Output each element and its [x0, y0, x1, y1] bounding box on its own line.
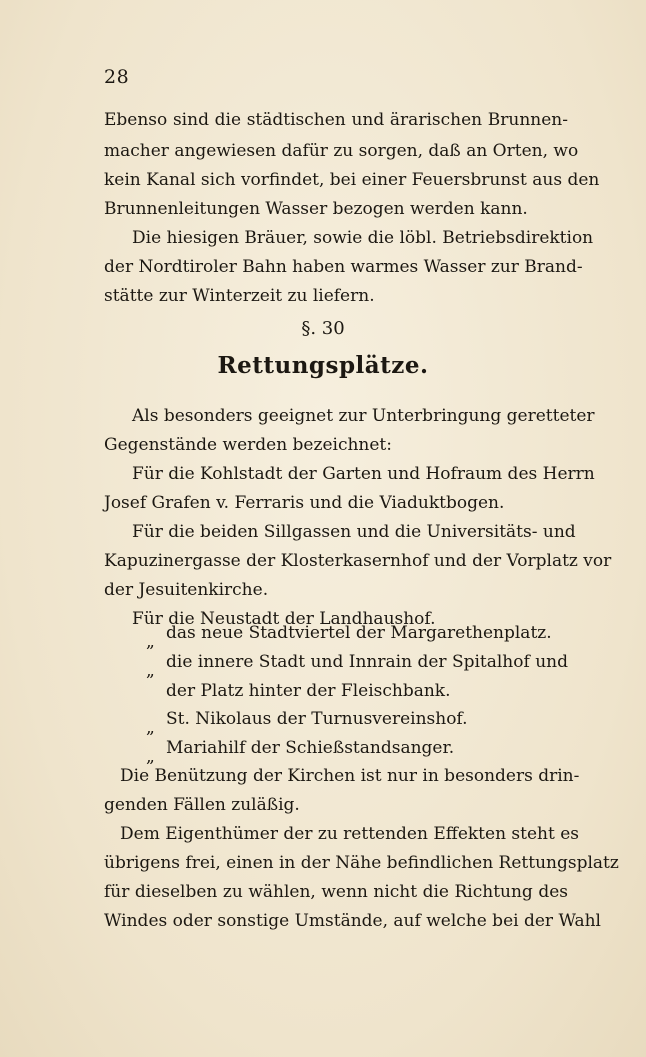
text-line: Die hiesigen Bräuer, sowie die löbl. Betriebsdirektion [132, 228, 594, 248]
list-item: Für die Kohlstadt der Garten und Hofraum des Herrn [132, 464, 595, 484]
text-line: Windes oder sonstige Umstände, auf welche bei der Wahl [104, 911, 601, 931]
list-item: der Jesuitenkirche. [104, 580, 269, 600]
list-item: St. Nikolaus der Turnusvereinshof. [166, 709, 468, 729]
ditto-mark: „ [146, 632, 155, 652]
text-line: der Nordtiroler Bahn haben warmes Wasser zur Brand- [104, 257, 583, 277]
list-item: das neue Stadtviertel der Margarethenplatz. [166, 623, 552, 643]
ditto-mark: „ [146, 661, 155, 681]
list-item: der Platz hinter der Fleischbank. [166, 681, 451, 701]
section-number: §. 30 [301, 318, 345, 339]
text-line: übrigens frei, einen in der Nähe befindlichen Rettungsplatz [104, 853, 619, 873]
text-line: genden Fällen zuläßig. [104, 795, 300, 815]
text-line: für dieselben zu wählen, wenn nicht die Richtung des [104, 882, 568, 902]
text-line: Als besonders geeignet zur Unterbringung geretteter [132, 406, 595, 426]
list-item: Mariahilf der Schießstandsanger. [166, 738, 455, 758]
text-line: stätte zur Winterzeit zu liefern. [104, 286, 375, 306]
text-line: kein Kanal sich vorfindet, bei einer Feuersbrunst aus den [104, 170, 600, 190]
section-title: Rettungsplätze. [217, 352, 429, 379]
list-item: die innere Stadt und Innrain der Spitalhof und [166, 652, 568, 672]
list-item: Kapuzinergasse der Klosterkasernhof und der Vorplatz vor [104, 551, 612, 571]
list-item: Für die Neustadt der Landhaushof. [132, 609, 436, 629]
text-line: Ebenso sind die städtischen und ärarischen Brunnen- [104, 110, 568, 130]
list-item: Für die beiden Sillgassen und die Universitäts- und [132, 522, 576, 542]
ditto-mark: „ [146, 747, 155, 767]
text-line: Die Benützung der Kirchen ist nur in besonders drin- [120, 766, 580, 786]
ditto-mark: „ [146, 718, 155, 738]
page-number: 28 [104, 66, 130, 88]
text-line: Brunnenleitungen Wasser bezogen werden kann. [104, 199, 528, 219]
text-line: macher angewiesen dafür zu sorgen, daß an Orten, wo [104, 141, 579, 161]
text-line: Dem Eigenthümer der zu rettenden Effekten steht es [120, 824, 580, 844]
list-item: Josef Grafen v. Ferraris und die Viaduktbogen. [104, 493, 505, 513]
text-line: Gegenstände werden bezeichnet: [104, 435, 392, 455]
